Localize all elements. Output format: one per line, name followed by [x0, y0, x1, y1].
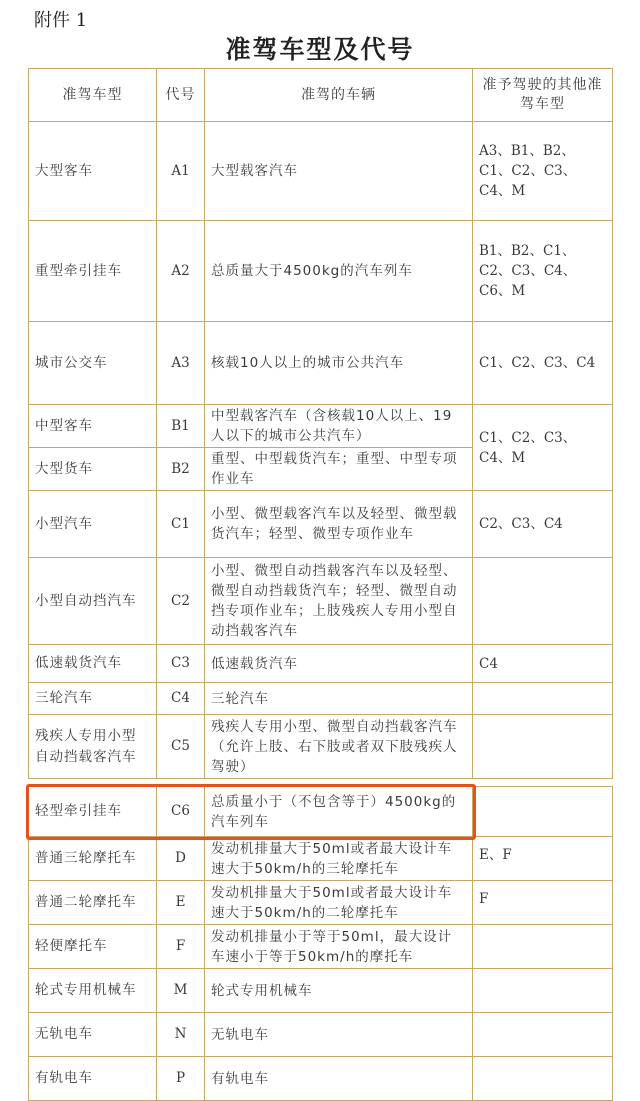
cell-vehicles: 低速载货汽车 [205, 645, 473, 683]
cell-type: 轻便摩托车 [29, 925, 157, 969]
cell-code: P [157, 1057, 205, 1101]
cell-other: C2、C3、C4 [473, 491, 613, 558]
cell-other: F [473, 881, 613, 925]
page-title: 准驾车型及代号 [225, 35, 415, 64]
license-class-table [28, 68, 612, 1101]
cell-other: C1、C2、C3、C4 [473, 322, 613, 405]
cell-type: 普通三轮摩托车 [29, 837, 157, 881]
cell-vehicles: 发动机排量小于等于50ml，最大设计车速小于等于50km/h的摩托车 [205, 925, 473, 969]
cell-other: C4 [473, 645, 613, 683]
cell-type: 无轨电车 [29, 1013, 157, 1057]
cell-code: B1 [157, 405, 205, 448]
cell-type: 中型客车 [29, 405, 157, 448]
cell-code: C2 [157, 558, 205, 645]
cell-code: M [157, 969, 205, 1013]
cell-code: A1 [157, 122, 205, 221]
cell-other [473, 1013, 613, 1057]
cell-type: 大型货车 [29, 448, 157, 491]
cell-other: A3、B1、B2、C1、C2、C3、C4、M [473, 122, 613, 221]
cell-type: 重型牵引挂车 [29, 221, 157, 322]
cell-vehicles: 三轮汽车 [205, 683, 473, 715]
cell-code: A3 [157, 322, 205, 405]
cell-type: 小型自动挡汽车 [29, 558, 157, 645]
table-row [29, 715, 613, 779]
cell-vehicles: 大型载客汽车 [205, 122, 473, 221]
cell-other [473, 715, 613, 779]
table-row [29, 881, 613, 925]
cell-code: C3 [157, 645, 205, 683]
cell-vehicles: 无轨电车 [205, 1013, 473, 1057]
cell-code: E [157, 881, 205, 925]
cell-vehicles: 轮式专用机械车 [205, 969, 473, 1013]
table-row [29, 122, 613, 221]
table-header-row [29, 69, 613, 122]
table-row [29, 558, 613, 645]
table-row-highlighted [29, 787, 613, 837]
table-row [29, 925, 613, 969]
cell-other [473, 683, 613, 715]
cell-code: A2 [157, 221, 205, 322]
table-row [29, 491, 613, 558]
cell-type: 普通二轮摩托车 [29, 881, 157, 925]
table-row [29, 969, 613, 1013]
cell-type: 有轨电车 [29, 1057, 157, 1101]
cell-code: C6 [157, 787, 205, 837]
table-row [29, 405, 613, 448]
cell-vehicles: 重型、中型载货汽车；重型、中型专项作业车 [205, 448, 473, 491]
cell-other [473, 787, 613, 837]
cell-code: C4 [157, 683, 205, 715]
header-type: 准驾车型 [29, 69, 157, 122]
table-row [29, 645, 613, 683]
cell-other: B1、B2、C1、C2、C3、C4、C6、M [473, 221, 613, 322]
header-other: 准予驾驶的其他准驾车型 [473, 69, 613, 122]
cell-code: N [157, 1013, 205, 1057]
table-row [29, 221, 613, 322]
cell-code: C5 [157, 715, 205, 779]
cell-other [473, 558, 613, 645]
table-gap [29, 779, 613, 787]
cell-vehicles: 发动机排量大于50ml或者最大设计车速大于50km/h的二轮摩托车 [205, 881, 473, 925]
cell-code: B2 [157, 448, 205, 491]
table-row [29, 837, 613, 881]
cell-type: 三轮汽车 [29, 683, 157, 715]
cell-other: E、F [473, 837, 613, 881]
table-row [29, 1013, 613, 1057]
cell-type: 大型客车 [29, 122, 157, 221]
annex-label: 附件 1 [34, 10, 88, 31]
cell-other [473, 969, 613, 1013]
cell-vehicles: 总质量小于（不包含等于）4500kg的汽车列车 [205, 787, 473, 837]
cell-vehicles: 残疾人专用小型、微型自动挡载客汽车（允许上肢、右下肢或者双下肢残疾人驾驶） [205, 715, 473, 779]
cell-code: C1 [157, 491, 205, 558]
cell-type: 轮式专用机械车 [29, 969, 157, 1013]
header-code: 代号 [157, 69, 205, 122]
cell-vehicles: 总质量大于4500kg的汽车列车 [205, 221, 473, 322]
cell-type: 城市公交车 [29, 322, 157, 405]
cell-vehicles: 中型载客汽车（含核载10人以上、19人以下的城市公共汽车） [205, 405, 473, 448]
cell-other [473, 925, 613, 969]
table-row [29, 322, 613, 405]
cell-type: 低速载货汽车 [29, 645, 157, 683]
cell-vehicles: 核载10人以上的城市公共汽车 [205, 322, 473, 405]
header-vehicles: 准驾的车辆 [205, 69, 473, 122]
cell-code: F [157, 925, 205, 969]
cell-type: 残疾人专用小型自动挡载客汽车 [29, 715, 157, 779]
table-row [29, 683, 613, 715]
cell-type: 小型汽车 [29, 491, 157, 558]
cell-vehicles: 发动机排量大于50ml或者最大设计车速大于50km/h的三轮摩托车 [205, 837, 473, 881]
cell-other: C1、C2、C3、C4、M [473, 405, 613, 491]
cell-code: D [157, 837, 205, 881]
cell-type: 轻型牵引挂车 [29, 787, 157, 837]
cell-vehicles: 有轨电车 [205, 1057, 473, 1101]
cell-vehicles: 小型、微型自动挡载客汽车以及轻型、微型自动挡载货汽车；轻型、微型自动挡专项作业车；上肢残疾人专用小型自动挡载客汽车 [205, 558, 473, 645]
cell-vehicles: 小型、微型载客汽车以及轻型、微型载货汽车；轻型、微型专项作业车 [205, 491, 473, 558]
